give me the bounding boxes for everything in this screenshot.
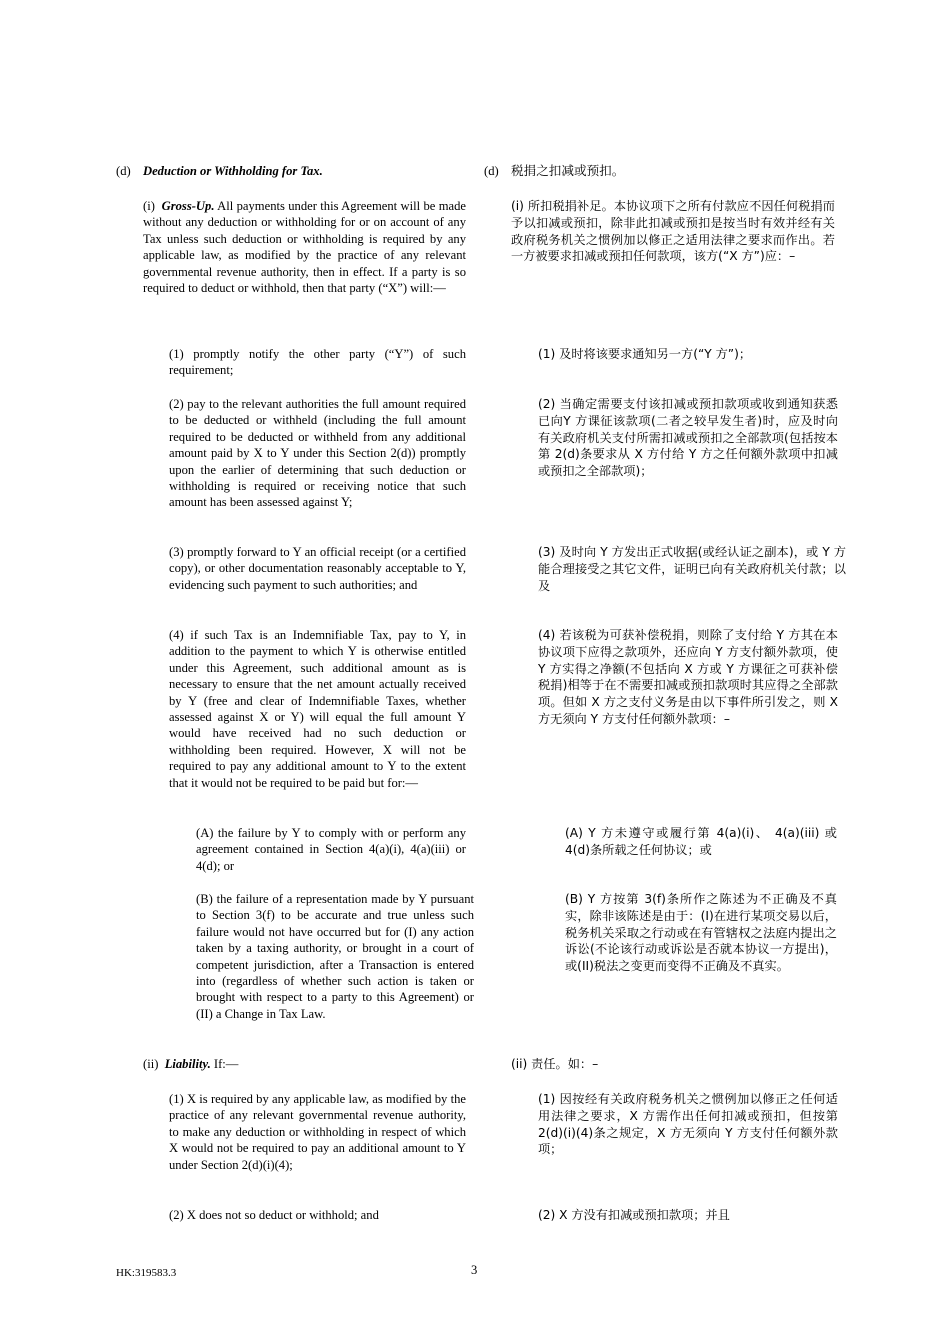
gross-up-item-1: (1) promptly notify the other party (“Y”) of such requirement; (169, 347, 466, 378)
gross-up-item-4: (4) if such Tax is an Indemnifiable Tax, pay to Y, in addition to the payment to which Y is otherwise entitled under this Agreement, such additional amount as is necessary to ensure that the net amount actually received by Y (free and clear of Indemnifiable Taxes, whether assessed against X or Y) will equal the full amount Y would have received had no such deduction or withholding been required. However, X will not be required to pay any additional amount to Y to the extent that it would not be required to be paid but for:— (169, 628, 466, 790)
liability-body: If:— (210, 1057, 239, 1071)
gross-up-label: (i) (143, 199, 155, 213)
section-d-title: Deduction or Withholding for Tax. (143, 164, 323, 178)
liability-item-2: (2) X does not so deduct or withhold; and (169, 1208, 379, 1222)
gross-up-title: Gross-Up. (161, 199, 215, 213)
zh-gross-up-paragraph: (i) 所扣税捐补足。本协议项下之所有付款应不因任何税捐而予以扣减或预扣，除非此扣减或预扣是按当时有效并经有关政府税务机关之惯例加以修正之适用法律之要求而作出。若一方被要求扣减或预扣任何款项，该方(“X 方”)应：– (511, 199, 835, 264)
gross-up-paragraph (143, 198, 466, 296)
zh-liability-paragraph: (ii) 责任。如：– (511, 1057, 599, 1071)
gross-up-body: All payments under this Agreement will be made without any deduction or withholding for or on account of any Tax unless such deduction or withholding is required by any applicable law, as modified by the practice of any relevant governmental revenue authority, then in effect. If a party is so required to deduct or withhold, then that party (“X”) will:— (143, 199, 466, 296)
liability-item-1: (1) X is required by any applicable law, as modified by the practice of any relevant governmental revenue authority, to make any deduction or withholding in respect of which X would not be required to pay an additional amount to Y under Section 2(d)(i)(4); (169, 1092, 466, 1172)
zh-gross-up-item-B: (B) Y 方按第 3(f)条所作之陈述为不正确及不真实，除非该陈述是由于：(I)在进行某项交易以后，税务机关采取之行动或在有管辖权之法庭内提出之诉讼(不论该行动或诉讼是否就本协议一方提出)，或(II)税法之变更而变得不正确及不真实。 (565, 892, 837, 974)
document-id: HK:319583.3 (116, 1267, 177, 1279)
zh-liability-item-1: (1) 因按经有关政府税务机关之惯例加以修正之任何适用法律之要求，X 方需作出任何扣减或预扣，但按第 2(d)(i)(4)条之规定，X 方无须向 Y 方支付任何额外款项； (538, 1092, 838, 1157)
gross-up-item-2: (2) pay to the relevant authorities the full amount required to be deducted or withheld (including the full amount required to be deducted or withheld from any additional amount paid by X to Y under this Section 2(d)) promptly upon the earlier of determining that such deduction or withholding is required or receiving notice that such amount has been assessed against Y; (169, 397, 466, 510)
liability-paragraph (143, 1056, 466, 1072)
gross-up-item-A: (A) the failure by Y to comply with or perform any agreement contained in Section 4(a)(i), 4(a)(iii) or 4(d); or (196, 826, 466, 873)
zh-gross-up-item-2: (2) 当确定需要支付该扣减或预扣款项或收到通知获悉已向Y 方课征该款项(二者之较早发生者)时，应及时向有关政府机关支付所需扣减或预扣之全部款项(包括按本第 2(d)条要求从 X 方付给 Y 方之任何额外款项中扣减或预扣之全部款项)； (538, 397, 838, 479)
gross-up-item-B: (B) the failure of a representation made by Y pursuant to Section 3(f) to be accurate and true unless such failure would not have occurred but for (I) any action taken by a taxing authority, or brought in a court of competent jurisdiction, after a Transaction is entered into (regardless of whether such action is taken or brought with respect to a party to this Agreement) or (II) a Change in Tax Law. (196, 892, 474, 1021)
liability-label: (ii) (143, 1057, 159, 1071)
zh-section-d-label: (d) (484, 164, 499, 178)
zh-gross-up-item-A: (A) Y 方未遵守或履行第 4(a)(i)、 4(a)(iii) 或 4(d)条所载之任何协议；或 (565, 826, 837, 857)
section-d-label: (d) (116, 164, 131, 178)
liability-title: Liability. (164, 1057, 211, 1071)
page-number: 3 (471, 1263, 478, 1277)
gross-up-item-3: (3) promptly forward to Y an official receipt (or a certified copy), or other documentation reasonably acceptable to Y, evidencing such payment to such authorities; and (169, 545, 466, 592)
zh-gross-up-item-4: (4) 若该税为可获补偿税捐，则除了支付给 Y 方其在本协议项下应得之款项外，还应向 Y 方支付额外款项，使 Y 方实得之净额(不包括向 X 方或 Y 方课征之可获补偿税捐)相等于在不需要扣减或预扣款项时其应得之全部款项。但如 X 方之支付义务是由以下事件所引发之，则 X 方无须向 Y 方支付任何额外款项：– (538, 628, 838, 726)
zh-gross-up-item-1: (1) 及时将该要求通知另一方(“Y 方”)； (538, 347, 752, 361)
zh-gross-up-item-3: (3) 及时向 Y 方发出正式收据(或经认证之副本)，或 Y 方能合理接受之其它文件，证明已向有关政府机关付款；以及 (538, 545, 846, 593)
zh-liability-item-2: (2) X 方没有扣减或预扣款项；并且 (538, 1208, 730, 1222)
zh-section-d-title: 税捐之扣减或预扣。 (511, 163, 625, 178)
